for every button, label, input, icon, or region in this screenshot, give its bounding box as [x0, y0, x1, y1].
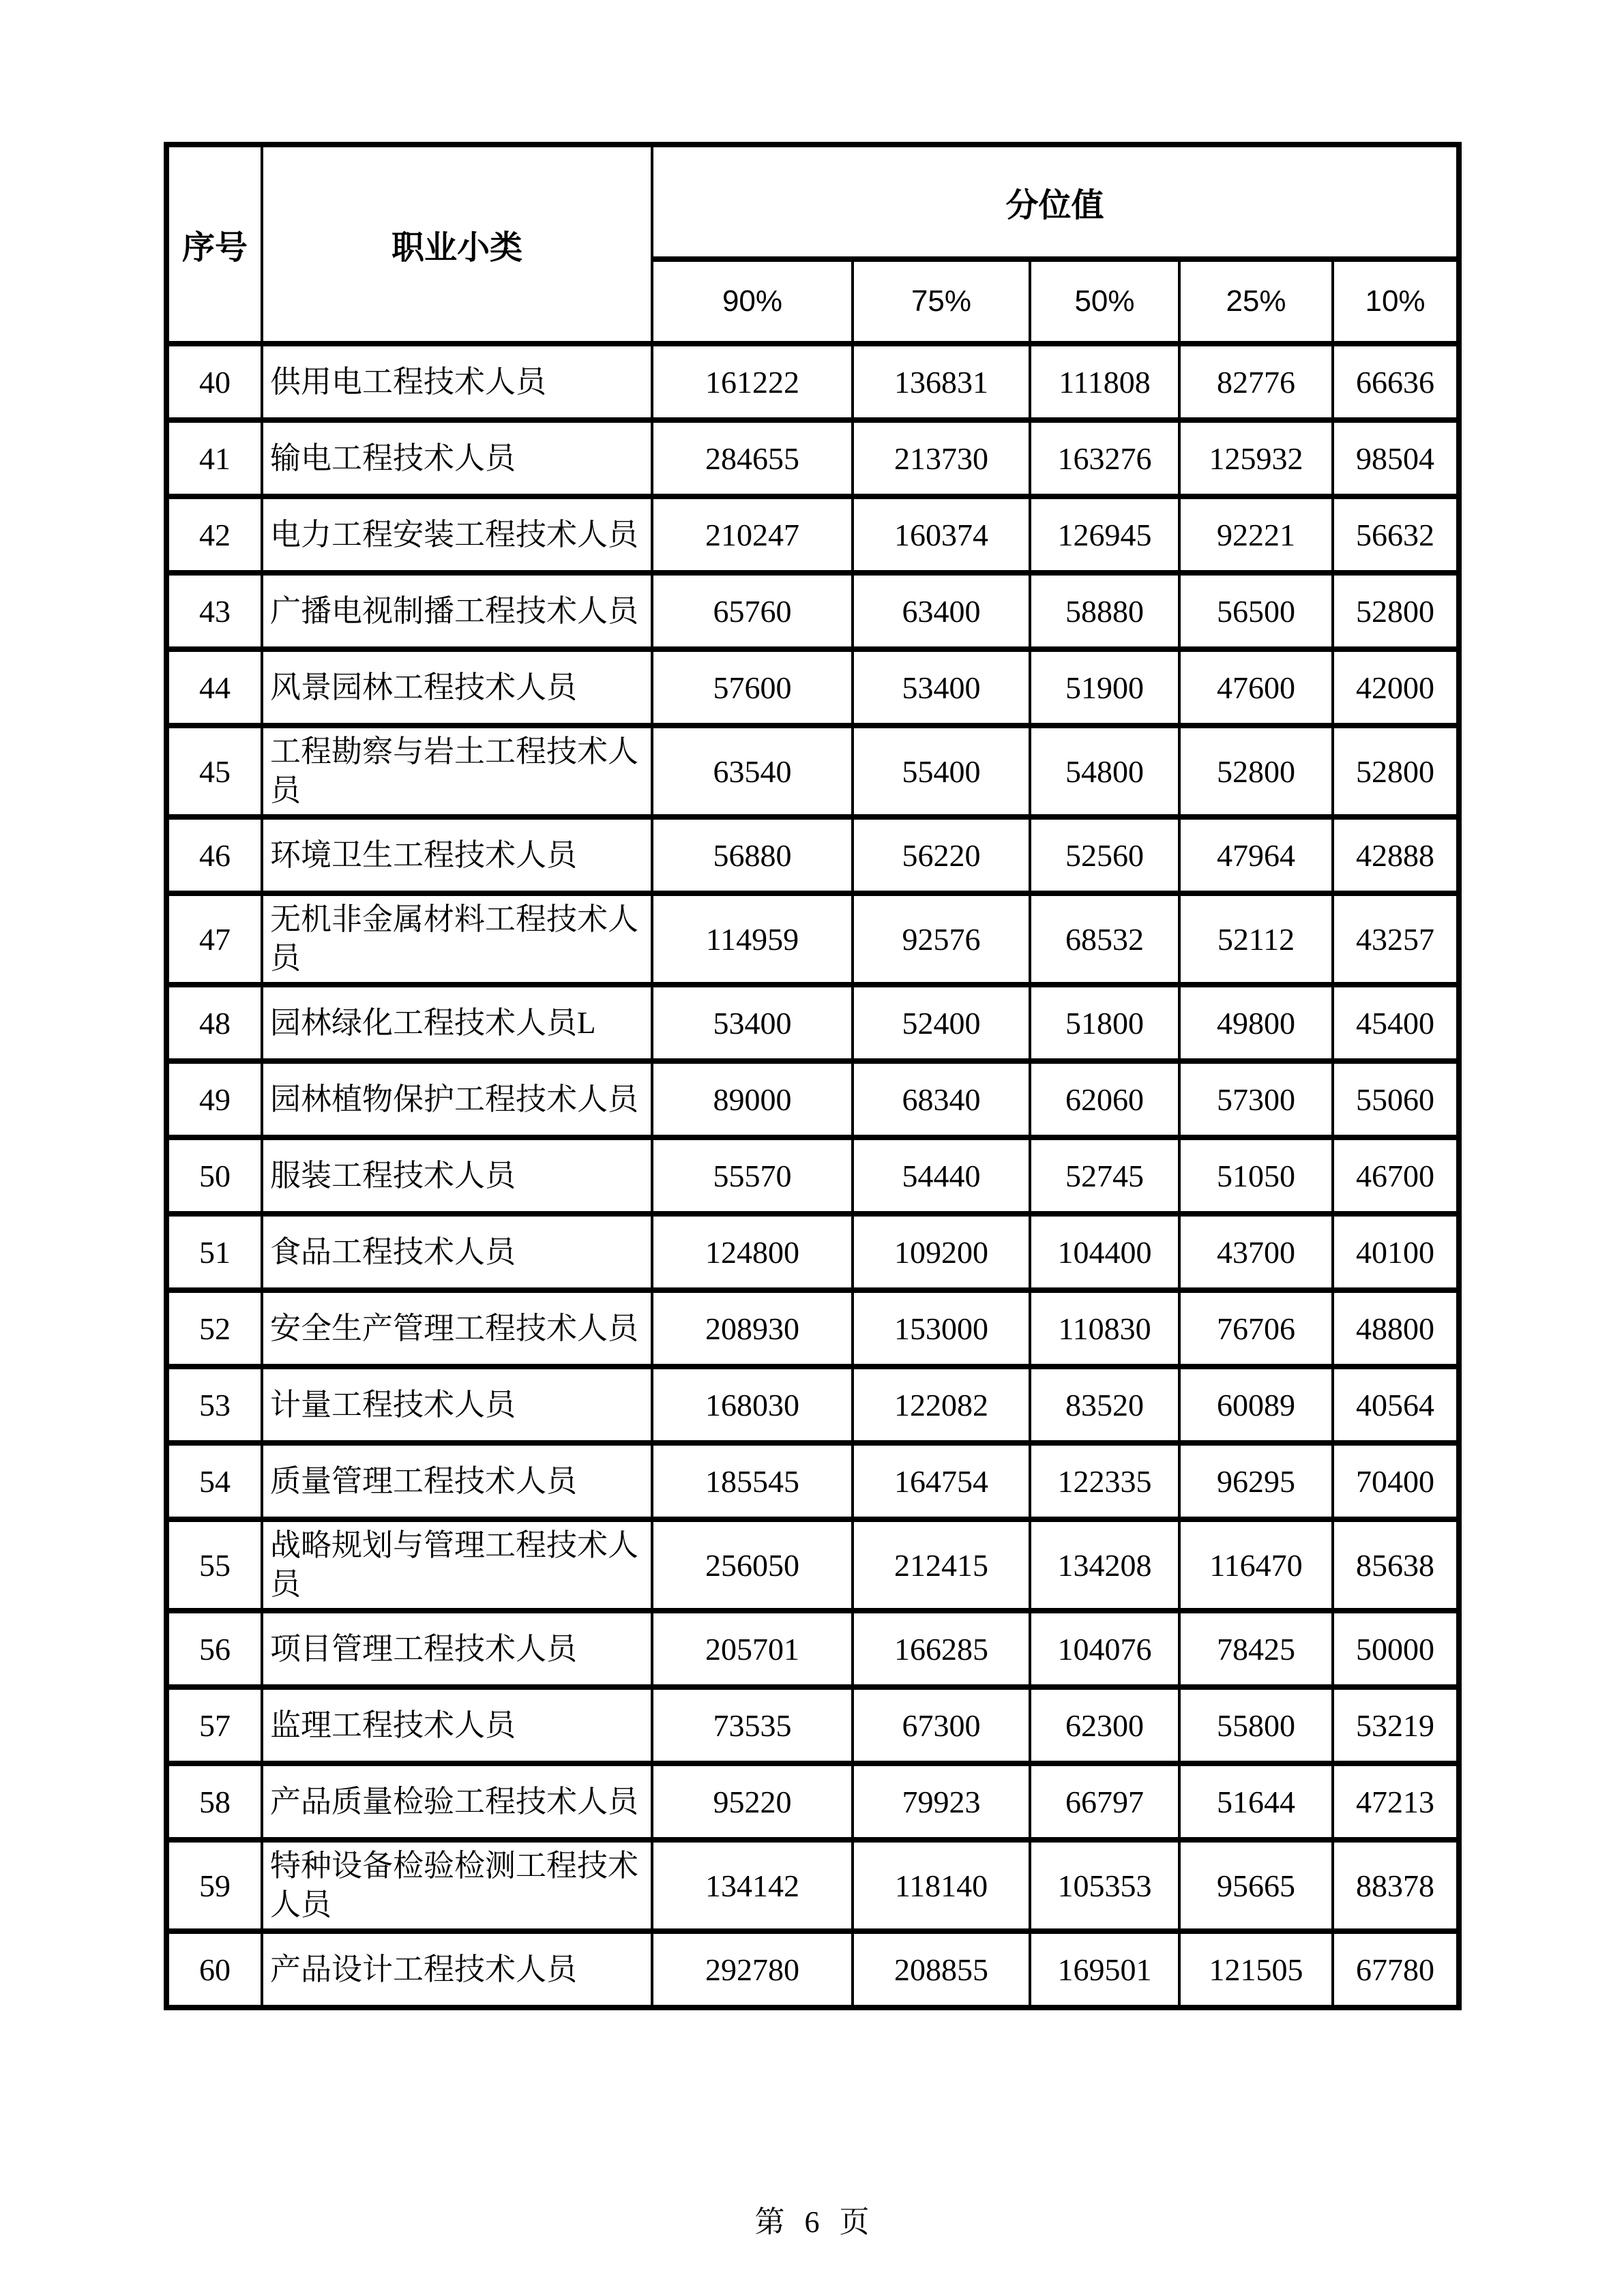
cell-occupation-name: 战略规划与管理工程技术人员	[262, 1519, 652, 1611]
table-row	[166, 1061, 1459, 1137]
cell-percentile-value: 52400	[853, 985, 1030, 1061]
cell-occupation-name: 环境卫生工程技术人员	[262, 817, 652, 893]
cell-percentile-value: 92576	[853, 893, 1030, 985]
cell-serial-number: 40	[166, 344, 262, 420]
cell-percentile-value: 83520	[1030, 1367, 1179, 1443]
table-row	[166, 1840, 1459, 1931]
table-row	[166, 893, 1459, 985]
table-row	[166, 1137, 1459, 1214]
cell-percentile-value: 55400	[853, 726, 1030, 817]
cell-percentile-value: 52800	[1333, 726, 1459, 817]
cell-percentile-value: 213730	[853, 420, 1030, 496]
cell-percentile-value: 42888	[1333, 817, 1459, 893]
cell-serial-number: 54	[166, 1443, 262, 1519]
cell-occupation-name: 广播电视制播工程技术人员	[262, 573, 652, 649]
cell-occupation-name: 风景园林工程技术人员	[262, 649, 652, 726]
cell-percentile-value: 47600	[1179, 649, 1333, 726]
cell-percentile-value: 55060	[1333, 1061, 1459, 1137]
cell-percentile-value: 46700	[1333, 1137, 1459, 1214]
cell-percentile-value: 43257	[1333, 893, 1459, 985]
cell-percentile-value: 73535	[652, 1687, 853, 1763]
cell-percentile-value: 56500	[1179, 573, 1333, 649]
table-row	[166, 1290, 1459, 1367]
header-percentile-10: 10%	[1333, 259, 1459, 344]
cell-percentile-value: 134208	[1030, 1519, 1179, 1611]
table-row	[166, 1519, 1459, 1611]
cell-percentile-value: 96295	[1179, 1443, 1333, 1519]
cell-serial-number: 43	[166, 573, 262, 649]
cell-percentile-value: 110830	[1030, 1290, 1179, 1367]
cell-percentile-value: 76706	[1179, 1290, 1333, 1367]
cell-percentile-value: 56220	[853, 817, 1030, 893]
cell-occupation-name: 特种设备检验检测工程技术人员	[262, 1840, 652, 1931]
cell-percentile-value: 55570	[652, 1137, 853, 1214]
cell-percentile-value: 78425	[1179, 1611, 1333, 1687]
cell-percentile-value: 124800	[652, 1214, 853, 1290]
cell-percentile-value: 116470	[1179, 1519, 1333, 1611]
table-row	[166, 1931, 1459, 2008]
cell-percentile-value: 62060	[1030, 1061, 1179, 1137]
cell-occupation-name: 服装工程技术人员	[262, 1137, 652, 1214]
cell-serial-number: 47	[166, 893, 262, 985]
cell-percentile-value: 51900	[1030, 649, 1179, 726]
cell-percentile-value: 153000	[853, 1290, 1030, 1367]
cell-percentile-value: 169501	[1030, 1931, 1179, 2008]
cell-percentile-value: 53219	[1333, 1687, 1459, 1763]
cell-occupation-name: 安全生产管理工程技术人员	[262, 1290, 652, 1367]
cell-percentile-value: 168030	[652, 1367, 853, 1443]
table-row	[166, 726, 1459, 817]
table-row	[166, 1367, 1459, 1443]
cell-percentile-value: 68532	[1030, 893, 1179, 985]
cell-percentile-value: 57600	[652, 649, 853, 726]
table-row	[166, 1687, 1459, 1763]
cell-serial-number: 55	[166, 1519, 262, 1611]
table-body	[166, 344, 1459, 2008]
cell-percentile-value: 53400	[652, 985, 853, 1061]
cell-occupation-name: 产品质量检验工程技术人员	[262, 1763, 652, 1840]
table-row	[166, 817, 1459, 893]
cell-serial-number: 45	[166, 726, 262, 817]
cell-percentile-value: 164754	[853, 1443, 1030, 1519]
cell-percentile-value: 95220	[652, 1763, 853, 1840]
cell-occupation-name: 园林植物保护工程技术人员	[262, 1061, 652, 1137]
cell-serial-number: 48	[166, 985, 262, 1061]
cell-percentile-value: 68340	[853, 1061, 1030, 1137]
cell-percentile-value: 52745	[1030, 1137, 1179, 1214]
cell-percentile-value: 210247	[652, 496, 853, 573]
cell-percentile-value: 88378	[1333, 1840, 1459, 1931]
cell-percentile-value: 52112	[1179, 893, 1333, 985]
cell-percentile-value: 62300	[1030, 1687, 1179, 1763]
percentile-table	[164, 142, 1462, 2010]
cell-percentile-value: 57300	[1179, 1061, 1333, 1137]
cell-serial-number: 56	[166, 1611, 262, 1687]
cell-percentile-value: 104076	[1030, 1611, 1179, 1687]
table-header	[166, 145, 1459, 344]
table-row	[166, 496, 1459, 573]
cell-percentile-value: 161222	[652, 344, 853, 420]
cell-percentile-value: 51050	[1179, 1137, 1333, 1214]
cell-percentile-value: 54800	[1030, 726, 1179, 817]
cell-percentile-value: 40564	[1333, 1367, 1459, 1443]
cell-percentile-value: 208855	[853, 1931, 1030, 2008]
page-number: 第 6 页	[754, 2205, 870, 2239]
cell-percentile-value: 51800	[1030, 985, 1179, 1061]
cell-percentile-value: 52800	[1333, 573, 1459, 649]
cell-occupation-name: 监理工程技术人员	[262, 1687, 652, 1763]
cell-percentile-value: 105353	[1030, 1840, 1179, 1931]
cell-percentile-value: 48800	[1333, 1290, 1459, 1367]
header-serial-number: 序号	[166, 145, 262, 344]
cell-percentile-value: 136831	[853, 344, 1030, 420]
cell-percentile-value: 166285	[853, 1611, 1030, 1687]
cell-percentile-value: 52560	[1030, 817, 1179, 893]
cell-serial-number: 49	[166, 1061, 262, 1137]
cell-percentile-value: 125932	[1179, 420, 1333, 496]
cell-percentile-value: 47213	[1333, 1763, 1459, 1840]
cell-percentile-value: 205701	[652, 1611, 853, 1687]
table-row	[166, 985, 1459, 1061]
cell-percentile-value: 163276	[1030, 420, 1179, 496]
table-row	[166, 1214, 1459, 1290]
cell-percentile-value: 126945	[1030, 496, 1179, 573]
table-row	[166, 420, 1459, 496]
cell-percentile-value: 109200	[853, 1214, 1030, 1290]
cell-percentile-value: 89000	[652, 1061, 853, 1137]
header-percentile-50: 50%	[1030, 259, 1179, 344]
header-percentile-75: 75%	[853, 259, 1030, 344]
cell-serial-number: 60	[166, 1931, 262, 2008]
cell-percentile-value: 114959	[652, 893, 853, 985]
cell-occupation-name: 工程勘察与岩土工程技术人员	[262, 726, 652, 817]
cell-serial-number: 44	[166, 649, 262, 726]
cell-serial-number: 57	[166, 1687, 262, 1763]
cell-occupation-name: 质量管理工程技术人员	[262, 1443, 652, 1519]
header-occupation: 职业小类	[262, 145, 652, 344]
cell-serial-number: 41	[166, 420, 262, 496]
cell-occupation-name: 项目管理工程技术人员	[262, 1611, 652, 1687]
cell-percentile-value: 292780	[652, 1931, 853, 2008]
cell-serial-number: 46	[166, 817, 262, 893]
cell-percentile-value: 49800	[1179, 985, 1333, 1061]
cell-percentile-value: 56880	[652, 817, 853, 893]
cell-percentile-value: 45400	[1333, 985, 1459, 1061]
cell-percentile-value: 43700	[1179, 1214, 1333, 1290]
cell-occupation-name: 计量工程技术人员	[262, 1367, 652, 1443]
cell-percentile-value: 118140	[853, 1840, 1030, 1931]
cell-percentile-value: 60089	[1179, 1367, 1333, 1443]
cell-percentile-value: 85638	[1333, 1519, 1459, 1611]
cell-percentile-value: 208930	[652, 1290, 853, 1367]
cell-percentile-value: 160374	[853, 496, 1030, 573]
cell-occupation-name: 食品工程技术人员	[262, 1214, 652, 1290]
cell-occupation-name: 电力工程安装工程技术人员	[262, 496, 652, 573]
header-percentile-90: 90%	[652, 259, 853, 344]
cell-percentile-value: 134142	[652, 1840, 853, 1931]
cell-serial-number: 58	[166, 1763, 262, 1840]
table-row	[166, 1763, 1459, 1840]
cell-percentile-value: 95665	[1179, 1840, 1333, 1931]
cell-percentile-value: 122335	[1030, 1443, 1179, 1519]
cell-occupation-name: 输电工程技术人员	[262, 420, 652, 496]
cell-percentile-value: 104400	[1030, 1214, 1179, 1290]
cell-occupation-name: 供用电工程技术人员	[262, 344, 652, 420]
table-row	[166, 573, 1459, 649]
cell-percentile-value: 56632	[1333, 496, 1459, 573]
cell-percentile-value: 121505	[1179, 1931, 1333, 2008]
cell-serial-number: 51	[166, 1214, 262, 1290]
table-row	[166, 1611, 1459, 1687]
cell-serial-number: 52	[166, 1290, 262, 1367]
cell-percentile-value: 65760	[652, 573, 853, 649]
cell-percentile-value: 40100	[1333, 1214, 1459, 1290]
cell-occupation-name: 园林绿化工程技术人员L	[262, 985, 652, 1061]
cell-percentile-value: 92221	[1179, 496, 1333, 573]
cell-serial-number: 42	[166, 496, 262, 573]
cell-percentile-value: 284655	[652, 420, 853, 496]
cell-percentile-value: 67300	[853, 1687, 1030, 1763]
cell-serial-number: 50	[166, 1137, 262, 1214]
cell-percentile-value: 122082	[853, 1367, 1030, 1443]
table-row	[166, 344, 1459, 420]
cell-percentile-value: 55800	[1179, 1687, 1333, 1763]
cell-percentile-value: 52800	[1179, 726, 1333, 817]
cell-percentile-value: 66636	[1333, 344, 1459, 420]
header-row-main	[166, 145, 1459, 259]
cell-percentile-value: 42000	[1333, 649, 1459, 726]
cell-percentile-value: 63400	[853, 573, 1030, 649]
header-percentile-25: 25%	[1179, 259, 1333, 344]
cell-percentile-value: 67780	[1333, 1931, 1459, 2008]
cell-percentile-value: 66797	[1030, 1763, 1179, 1840]
cell-percentile-value: 212415	[853, 1519, 1030, 1611]
cell-percentile-value: 47964	[1179, 817, 1333, 893]
cell-percentile-value: 51644	[1179, 1763, 1333, 1840]
cell-occupation-name: 产品设计工程技术人员	[262, 1931, 652, 2008]
cell-percentile-value: 70400	[1333, 1443, 1459, 1519]
cell-percentile-value: 111808	[1030, 344, 1179, 420]
cell-percentile-value: 54440	[853, 1137, 1030, 1214]
cell-percentile-value: 256050	[652, 1519, 853, 1611]
cell-percentile-value: 58880	[1030, 573, 1179, 649]
cell-serial-number: 53	[166, 1367, 262, 1443]
header-percentile-group: 分位值	[652, 145, 1459, 259]
cell-serial-number: 59	[166, 1840, 262, 1931]
table-row	[166, 1443, 1459, 1519]
table-row	[166, 649, 1459, 726]
cell-occupation-name: 无机非金属材料工程技术人员	[262, 893, 652, 985]
cell-percentile-value: 185545	[652, 1443, 853, 1519]
cell-percentile-value: 53400	[853, 649, 1030, 726]
cell-percentile-value: 82776	[1179, 344, 1333, 420]
cell-percentile-value: 98504	[1333, 420, 1459, 496]
cell-percentile-value: 50000	[1333, 1611, 1459, 1687]
cell-percentile-value: 79923	[853, 1763, 1030, 1840]
cell-percentile-value: 63540	[652, 726, 853, 817]
